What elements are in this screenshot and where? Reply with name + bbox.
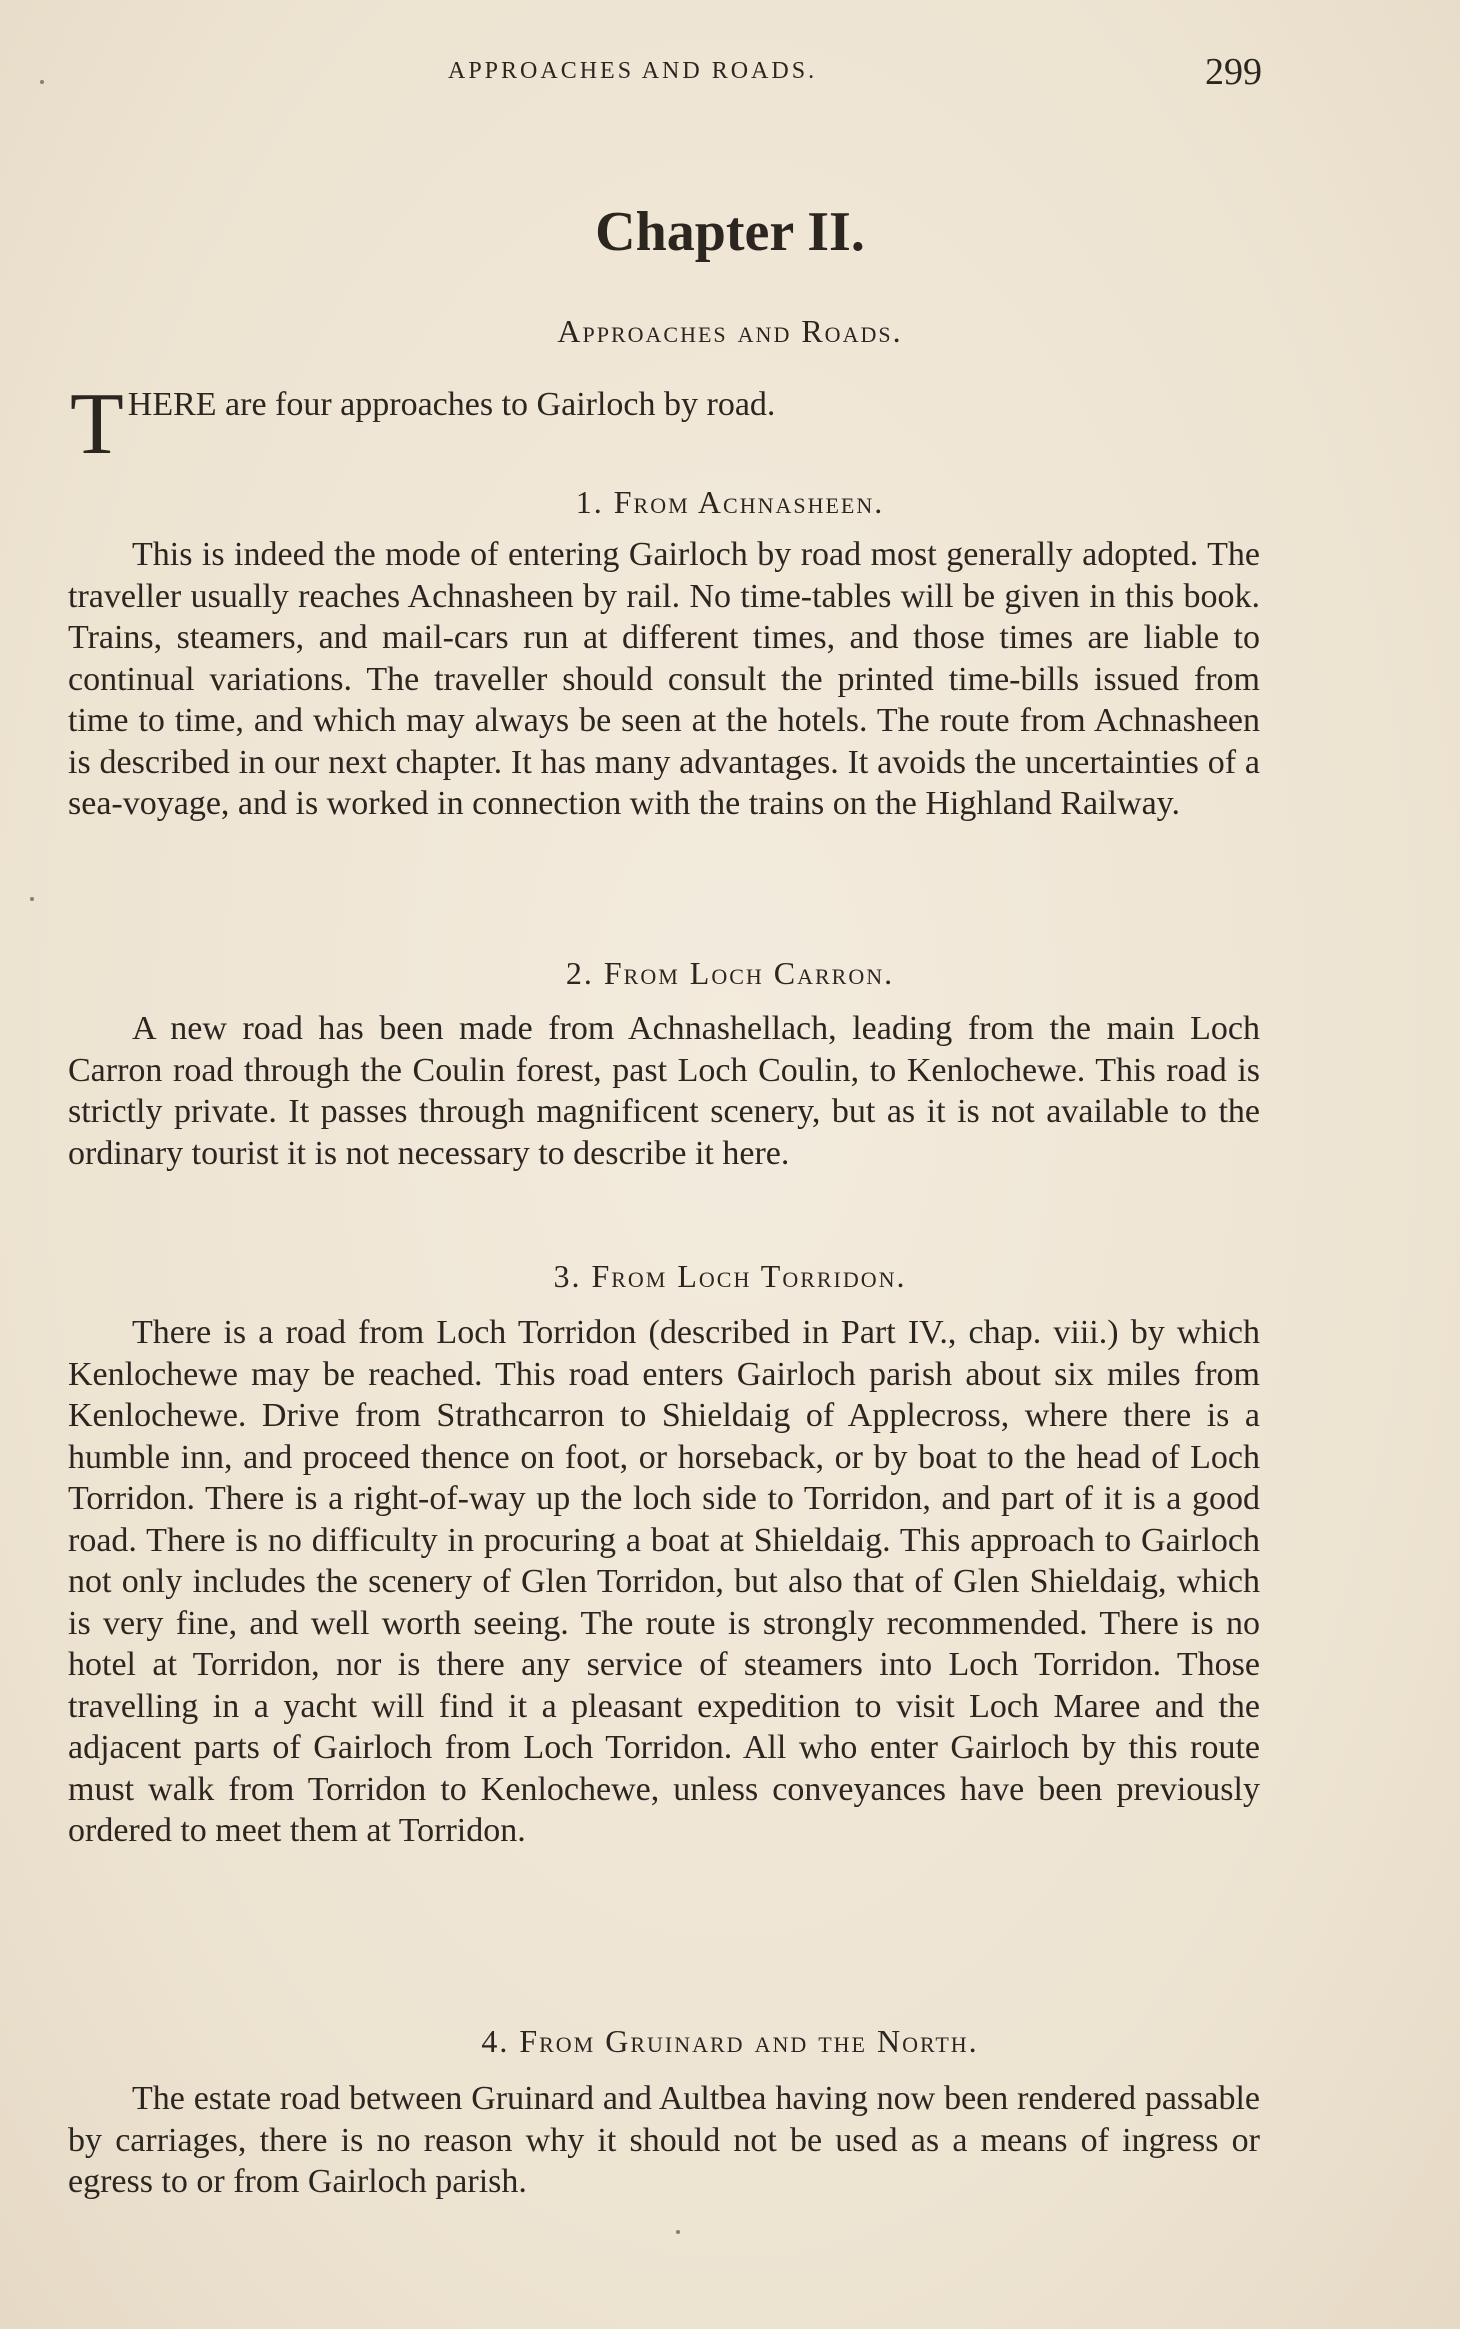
chapter-title: Chapter II.	[595, 201, 865, 263]
paper-speck	[40, 80, 44, 84]
chapter-subtitle: Approaches and Roads.	[557, 313, 903, 349]
section-heading-1: 1. From Achnasheen.	[575, 484, 885, 520]
section-body-4: The estate road between Gruinard and Aultbea having now been rendered passable by carriages, there is no reason why it should not be used as a means of ingress or egress to or from Gairloch parish.	[68, 2080, 1260, 2200]
intro-text: HERE are four approaches to Gairloch by road.	[127, 386, 776, 423]
drop-cap: T	[70, 376, 124, 473]
section-heading-4: 4. From Gruinard and the North.	[481, 2023, 979, 2059]
paper-speck	[676, 2230, 680, 2234]
section-heading-2: 2. From Loch Carron.	[565, 955, 895, 991]
section-body-2: A new road has been made from Achnashellach, leading from the main Loch Carron road through the Coulin forest, past Loch Coulin, to Kenlochewe. This road is strictly private. It passes through magnificent scenery, but as it is not available to the ordinary tourist it is not necessary to describe it here.	[68, 1010, 1260, 1172]
section-heading-3: 3. From Loch Torridon.	[553, 1258, 907, 1294]
section-body-1: This is indeed the mode of entering Gairloch by road most generally adopted. The traveller usually reaches Achnasheen by rail. No time-tables will be given in this book. Trains, steamers, and mail-cars run at different times, and those times are liable to continual variations. The traveller should consult the printed time-bills issued from time to time, and which may always be seen at the hotels. The route from Achnasheen is described in our next chapter. It has many advantages. It avoids the uncertainties of a sea-voyage, and is worked in connection with the trains on the Highland Railway.	[68, 536, 1260, 822]
section-body-3: There is a road from Loch Torridon (described in Part IV., chap. viii.) by which Kenlochewe may be reached. This road enters Gairloch parish about six miles from Kenlochewe. Drive from Strathcarron to Shieldaig of Applecross, where there is a humble inn, and proceed thence on foot, or horseback, or by boat to the head of Loch Torridon. There is a right-of-way up the loch side to Torridon, and part of it is a good road. There is no difficulty in procuring a boat at Shieldaig. This approach to Gairloch not only includes the scenery of Glen Torridon, but also that of Glen Shieldaig, which is very fine, and well worth seeing. The route is strongly recommended. There is no hotel at Torridon, nor is there any service of steamers into Loch Torridon. Those travelling in a yacht will find it a pleasant expedition to visit Loch Maree and the adjacent parts of Gairloch from Loch Torridon. All who enter Gairloch by this route must walk from Torridon to Kenlochewe, unless conveyances have been previously ordered to meet them at Torridon.	[68, 1314, 1260, 1849]
running-head: APPROACHES AND ROADS.	[448, 58, 818, 84]
paper-speck	[30, 897, 34, 901]
page-number: 299	[1205, 51, 1262, 93]
intro-paragraph	[70, 376, 1260, 473]
